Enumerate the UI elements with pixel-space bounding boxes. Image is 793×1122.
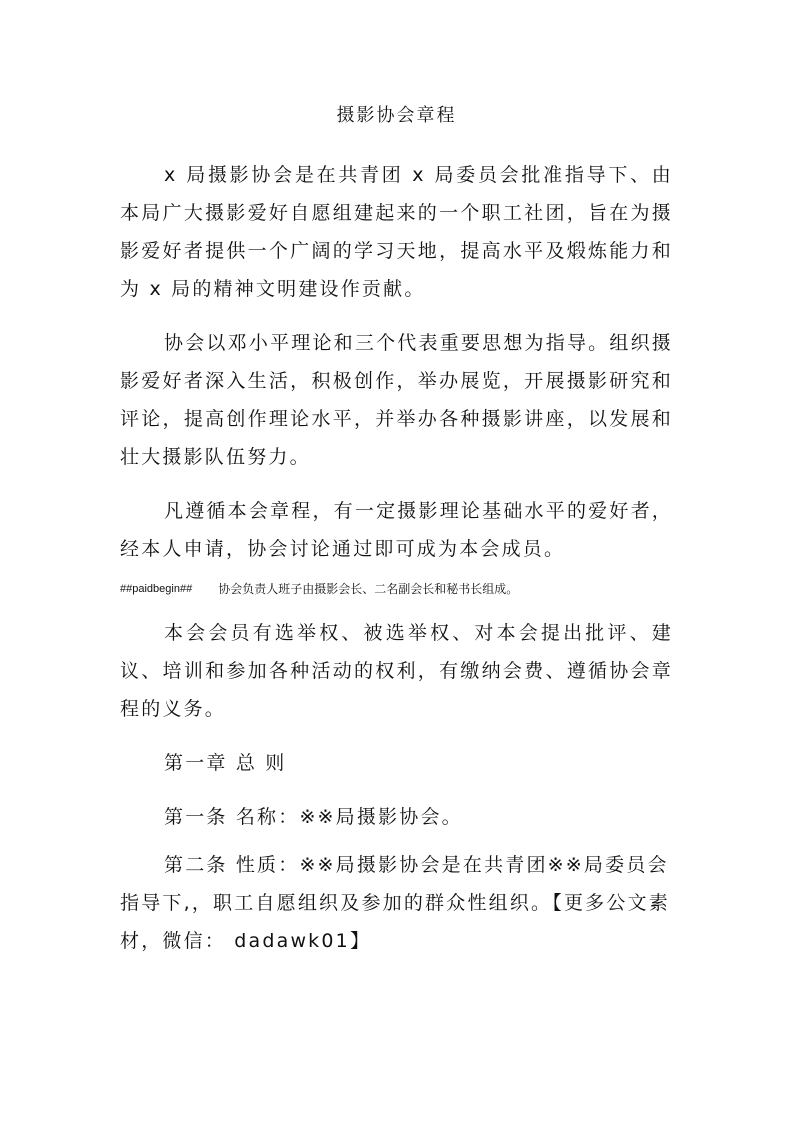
leadership-note: 协会负责人班子由摄影会长、二名副会长和秘书长组成。 [218,582,519,596]
article-two: 第二条 性质：※※局摄影协会是在共青团※※局委员会指导下,，职工自愿组织及参加的群众性组织。【更多公文素材，微信： dadawk01】 [120,854,670,952]
leadership-note-line [120,576,673,602]
document-body [120,156,673,976]
intro-paragraph: x 局摄影协会是在共青团 x 局委员会批准指导下、由本局广大摄影爱好自愿组建起来的一个职工社团，旨在为摄影爱好者提供一个广阔的学习天地，提高水平及煅炼能力和为 x 局的精神文明建设作贡献。 [120,164,673,300]
chapter-heading: 第一章 总 则 [164,752,287,774]
membership-paragraph: 凡遵循本会章程，有一定摄影理论基础水平的爱好者，经本人申请，协会讨论通过即可成为本会成员。 [120,500,673,560]
document-title: 摄影协会章程 [336,105,457,126]
member-rights-paragraph: 本会会员有选举权、被选举权、对本会提出批评、建议、培训和参加各种活动的权利，有缴纳会费、遵循协会章程的义务。 [120,622,673,720]
paid-begin-marker: ##paidbegin## [120,583,193,595]
article-one: 第一条 名称：※※局摄影协会。 [164,806,463,828]
guidance-paragraph: 协会以邓小平理论和三个代表重要思想为指导。组织摄影爱好者深入生活，积极创作，举办展览，开展摄影研究和评论，提高创作理论水平，并举办各种摄影讲座，以发展和壮大摄影队伍努力。 [120,332,673,468]
